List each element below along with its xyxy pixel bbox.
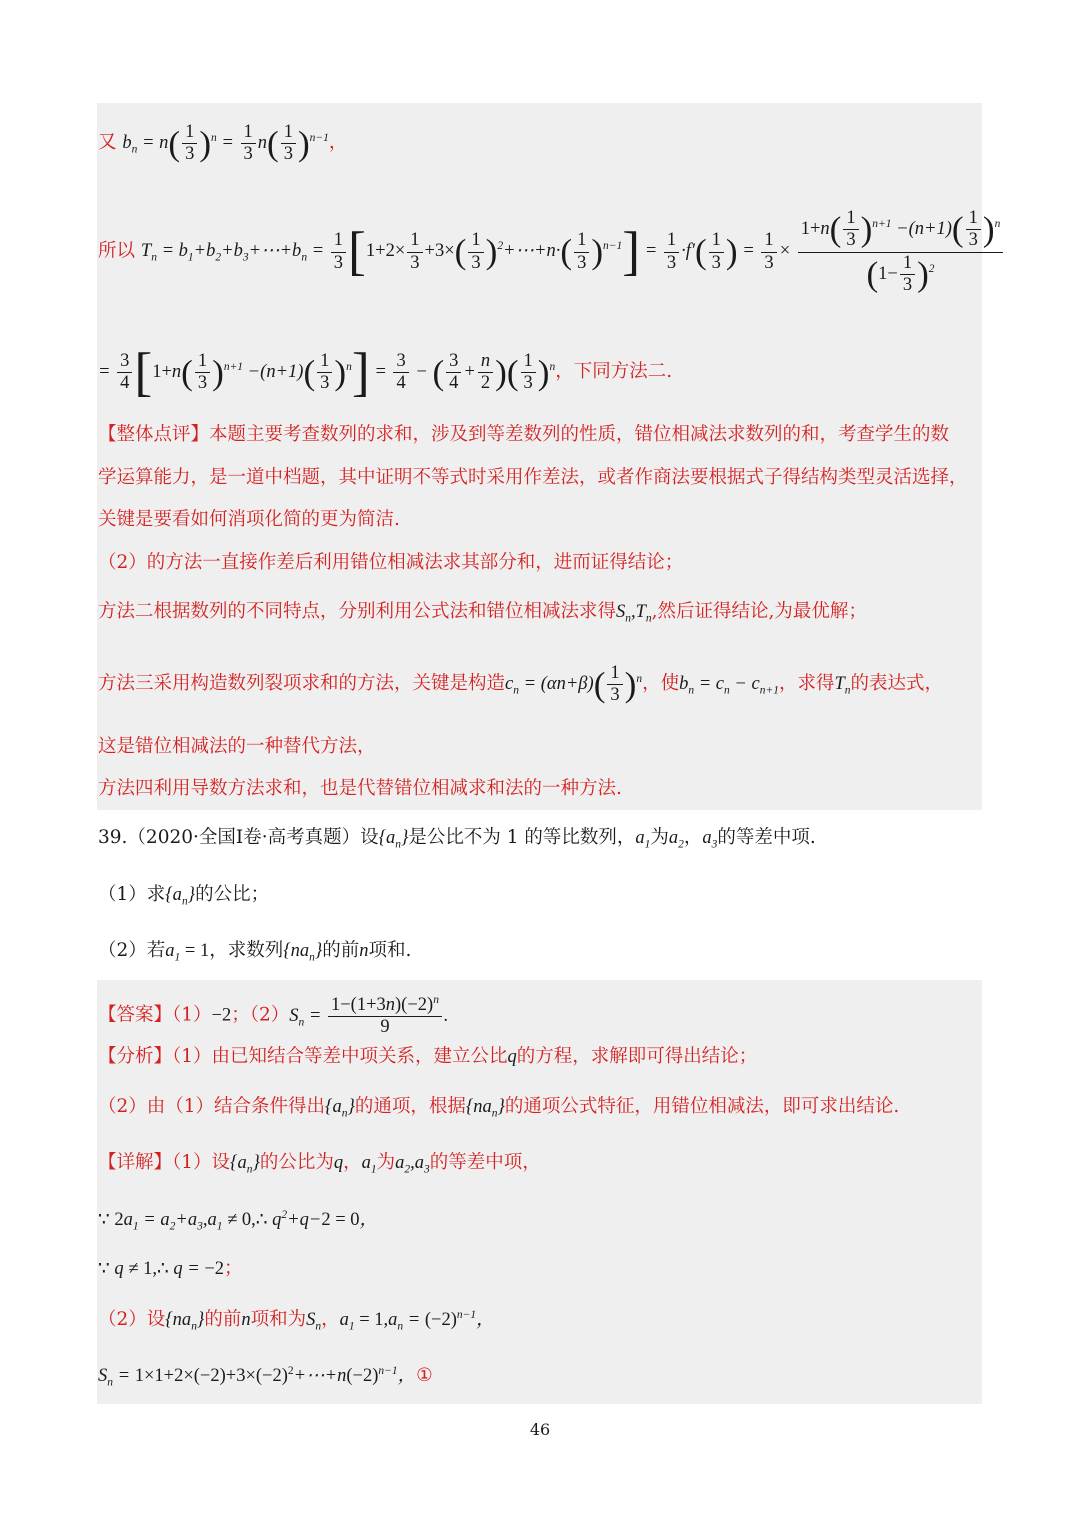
text: 又 <box>98 132 117 154</box>
formula: $\{a_n\}$ <box>165 885 196 908</box>
formula: $\{na_n\}$ <box>465 1097 505 1120</box>
method-4-line <box>98 780 622 799</box>
formula: $a_1$ <box>361 1153 377 1176</box>
review-line-2 <box>98 469 968 488</box>
text: ，求得 <box>778 673 835 695</box>
text: 这是错位相减法的一种替代方法， <box>98 736 376 757</box>
text: （1）设 <box>172 1152 231 1173</box>
method-1-line <box>98 554 683 573</box>
text: 项和为 <box>250 1309 307 1331</box>
problem-39-stem <box>98 829 816 851</box>
analysis-line-1 <box>98 1048 757 1067</box>
answer-label: 【答案】 <box>98 1004 173 1026</box>
circled-one-marker: ① <box>416 1365 433 1387</box>
formula: $S_n,T_n$ <box>616 602 652 625</box>
text: ，求数列 <box>209 940 284 961</box>
detail-line-5 <box>98 1366 433 1389</box>
formula: $T_n$ <box>834 674 851 697</box>
formula: $S_n$ <box>306 1310 322 1333</box>
formula: $\{na_n\}$ <box>165 1310 205 1333</box>
formula: $T_n$ = $b_1+b_2+b_3+\cdots+b_n$ = $\frac{1}{3}$ [1+2× $\frac{1}{3}$ +3×( $\frac{1}{3}$ )$^2$+⋯+n·( $\frac{1}{3}$ )$^{n-1}$] = $\frac{1}{3}$ ·f′( $\frac{1}{3}$ ) = $\frac{1}{3}$ × 1+n( $\frac{1}{3}$ )$^{n+1}$ −(n+1)( $\frac{1}{3}$ )$^n$ (1− $\frac{1}{3}$ )$^2$ <box>141 241 1005 261</box>
formula: ∵ $2a_1 = a_2+a_3,a_1$ ≠ 0,∴ $q^2+q-2 = 0$， <box>98 1209 379 1233</box>
text: 的通项公式特征，用错位相减法，即可求出结论. <box>504 1096 900 1117</box>
text: 的表达式， <box>850 673 943 695</box>
problem-part-1 <box>98 886 269 908</box>
text: 的前 <box>204 1309 242 1331</box>
text: 学运算能力，是一道中档题，其中证明不等式时采用作差法，或者作商法要根据式子得结构类型灵活选择， <box>98 467 968 488</box>
formula: $\{na_n\}$ <box>283 941 323 964</box>
text: 的前 <box>322 940 360 961</box>
text: 方法二根据数列的不同特点，分别利用公式法和错位相减法求得 <box>98 601 617 622</box>
formula: n <box>241 1310 251 1331</box>
problem-part-2 <box>98 942 411 964</box>
formula: $b_n = n$( $\frac{1}{3}$ )$^n$ = $\frac{1}{3}$ n( $\frac{1}{3}$ )$^{n-1}$ <box>122 122 329 165</box>
text: ， <box>343 1152 362 1173</box>
formula: $c_n = (\alpha n+\beta)$( $\frac{1}{3}$ )$^n$ <box>505 663 643 706</box>
formula: $S_n$ = $1\times 1+2\times(-2)+3\times(-2)^2+\cdots+n(-2)^{n-1}$， <box>98 1365 417 1389</box>
text: （1） <box>172 1004 212 1026</box>
formula: $b_n = c_n - c_{n+1}$ <box>679 674 779 697</box>
formula: n <box>359 941 369 961</box>
text: （2）设 <box>98 1309 166 1331</box>
tn-result-line <box>98 342 673 402</box>
text: ， <box>683 827 703 848</box>
formula: q <box>333 1153 344 1173</box>
detail-line-3: ∵ q ≠ 1,∴ q = −2； <box>98 1258 243 1279</box>
text: 项和. <box>368 940 412 961</box>
detail-line-2 <box>98 1210 378 1233</box>
text: 的等差中项. <box>717 827 816 848</box>
review-line-3 <box>98 511 400 530</box>
bn-formula-line: 又 $b_n = n$( $\frac{1}{3}$ )$^n$ = $\frac{1}{3}$ n( $\frac{1}{3}$ )$^{n-1}$， <box>98 122 348 165</box>
text: 的等差中项， <box>429 1152 541 1173</box>
text: 关键是要看如何消项化简的更为简洁. <box>98 509 400 530</box>
text: 为 <box>650 827 669 848</box>
formula: −2 <box>211 1005 232 1026</box>
formula: ∵ q ≠ 1,∴ q = −2 <box>98 1259 225 1279</box>
formula: $a_1 = 1,a_n = (-2)^{n-1}$， <box>339 1309 495 1333</box>
formula: $a_2,a_3$ <box>395 1153 430 1176</box>
text: （2）若 <box>98 940 166 961</box>
text: 所以 <box>98 240 136 262</box>
formula: $S_n$ = $\frac{1-(1+3n)(-2)^n}{9}$ . <box>289 994 449 1038</box>
text: ；（2） <box>231 1004 290 1026</box>
text: ，使 <box>642 673 680 695</box>
formula: $a_3$ <box>702 828 718 851</box>
text: 方法四利用导数方法求和，也是代替错位相减求和法的一种方法. <box>98 778 622 799</box>
review-label: 【整体点评】 <box>98 424 210 445</box>
tn-formula-line <box>98 208 1005 296</box>
text: ，下同方法二. <box>555 361 673 383</box>
text: ， <box>321 1309 340 1331</box>
formula: $a_1 = 1$ <box>165 941 210 964</box>
text: 是公比不为 1 的等比数列， <box>408 827 636 848</box>
method-3b-line <box>98 738 376 757</box>
analysis-line-2 <box>98 1098 899 1120</box>
text: ,然后证得结论,为最优解； <box>651 601 867 622</box>
method-2-line <box>98 603 867 625</box>
text: （2）的方法一直接作差后利用错位相减法求其部分和，进而证得结论； <box>98 552 684 573</box>
detail-line-1 <box>98 1154 541 1176</box>
formula: $\{a_n\}$ <box>230 1153 260 1176</box>
formula: $a_1$ <box>635 828 651 851</box>
text: 的公比； <box>195 884 270 905</box>
text: 的通项，根据 <box>354 1096 466 1117</box>
page-number: 46 <box>529 1420 551 1439</box>
analysis-label: 【分析】 <box>98 1046 173 1067</box>
text: 39.（2020·全国I卷·高考真题）设 <box>98 827 379 848</box>
solution-box <box>97 980 982 1404</box>
text: 本题主要考查数列的求和，涉及到等差数列的性质，错位相减法求数列的和，考查学生的数 <box>209 424 950 445</box>
method-3-line <box>98 663 943 707</box>
text: 的公比为 <box>259 1152 334 1173</box>
text: 方法三采用构造数列裂项求和的方法，关键是构造 <box>98 673 506 695</box>
formula: $\{a_n\}$ <box>325 1097 355 1120</box>
formula: $a_2$ <box>668 828 684 851</box>
formula: $\{a_n\}$ <box>378 828 409 851</box>
text: （1）由已知结合等差中项关系，建立公比 <box>172 1046 508 1067</box>
text: 的方程，求解即可得出结论； <box>516 1046 758 1067</box>
detail-label: 【详解】 <box>98 1152 173 1173</box>
review-line-1 <box>98 426 949 445</box>
text: 为 <box>376 1152 396 1173</box>
text: （1）求 <box>98 884 166 905</box>
detail-line-4 <box>98 1310 495 1333</box>
answer-line <box>98 994 449 1039</box>
formula: = $\frac{3}{4}$ [1+n( $\frac{1}{3}$ )$^{n+1}$ −(n+1)( $\frac{1}{3}$ )$^n$] = $\frac{3}{4}$ − ( $\frac{3}{4}$ + $\frac{n}{2}$ )( $\frac{1}{3}$ )$^n$ <box>98 342 556 402</box>
formula: q <box>507 1047 517 1067</box>
text: （2）由（1）结合条件得出 <box>98 1096 326 1117</box>
